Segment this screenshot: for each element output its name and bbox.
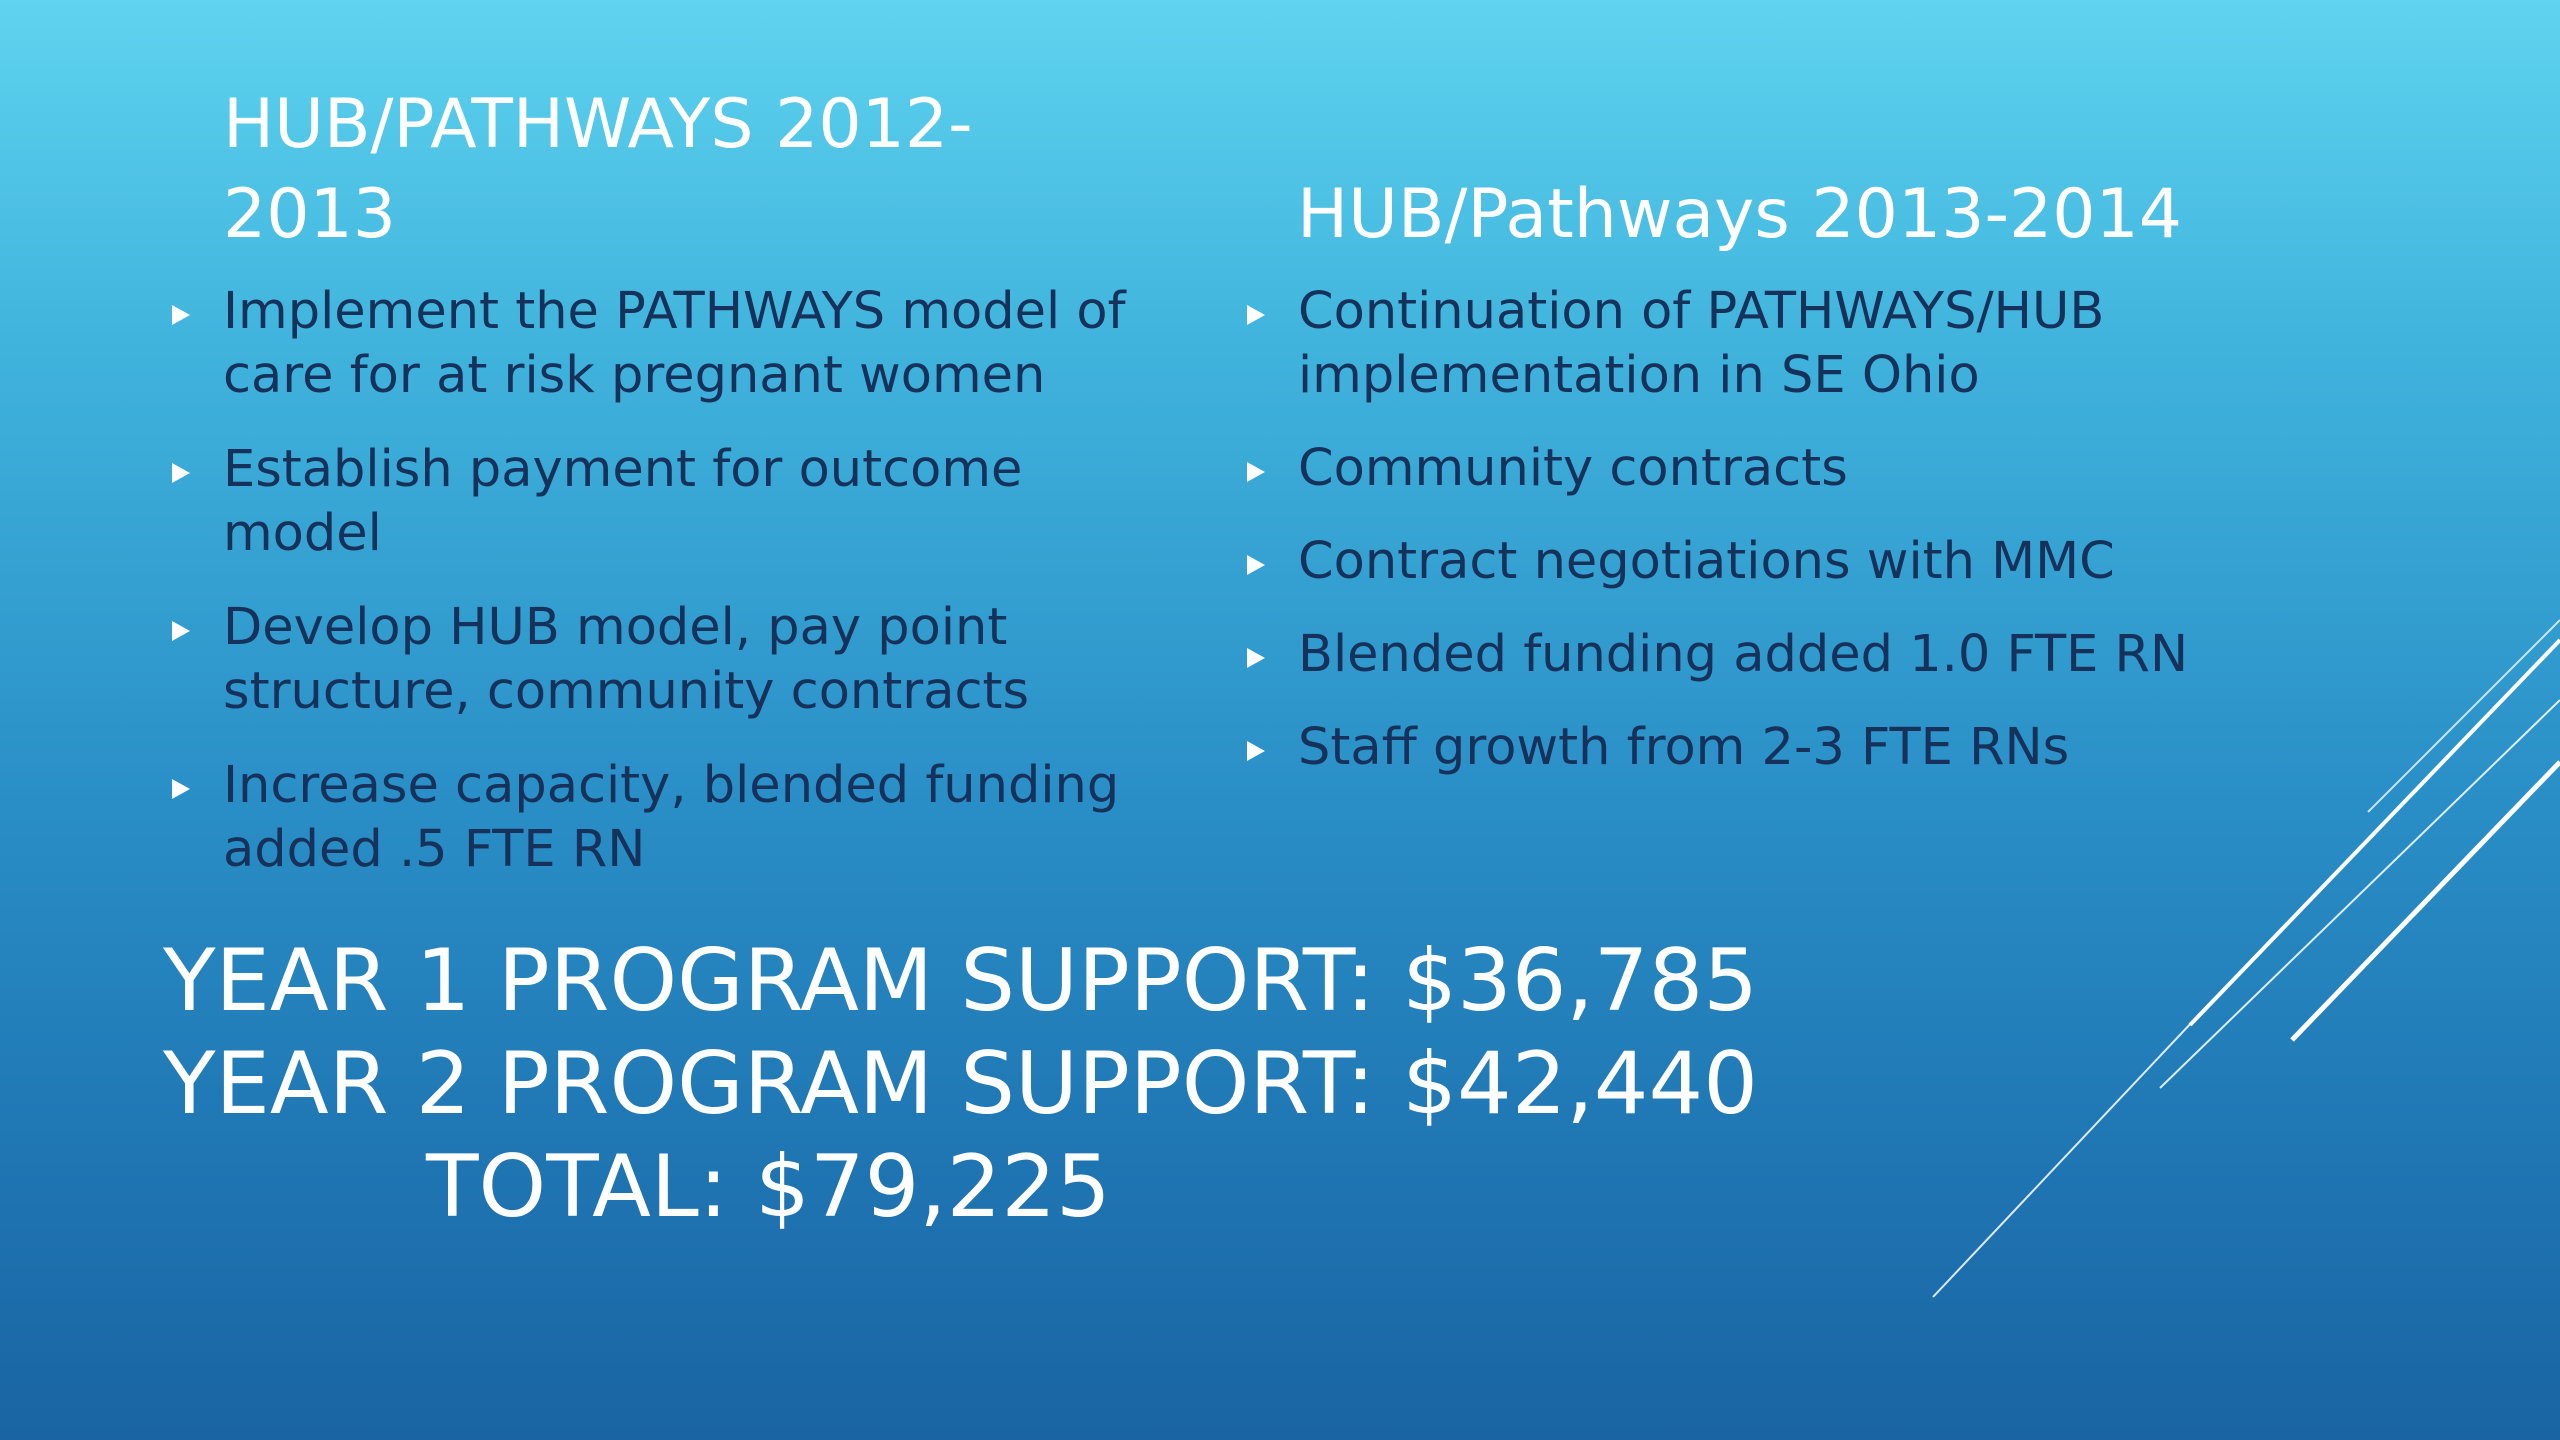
decor-line xyxy=(2292,762,2560,1040)
bullet-text: Establish payment for outcome model xyxy=(223,440,1023,563)
decor-line xyxy=(2160,700,2560,1088)
year-2-support: YEAR 2 PROGRAM SUPPORT: $42,440 xyxy=(163,1034,1758,1134)
support-total: TOTAL: $79,225 xyxy=(426,1137,1111,1237)
bullet-text: Contract negotiations with MMC xyxy=(1298,532,2115,591)
left-title-line-2: 2013 xyxy=(223,175,397,254)
bullet-text: Continuation of PATHWAYS/HUB implementation in SE Ohio xyxy=(1298,282,2105,405)
decor-line xyxy=(2190,640,2560,1025)
decor-line xyxy=(1933,1003,2210,1297)
decor-line xyxy=(2368,620,2560,812)
year-1-support: YEAR 1 PROGRAM SUPPORT: $36,785 xyxy=(163,931,1758,1031)
right-column-title: HUB/Pathways 2013-2014 xyxy=(1297,175,2183,254)
bullet-text: Increase capacity, blended funding added .5 FTE RN xyxy=(223,756,1120,879)
bullet-text: Blended funding added 1.0 FTE RN xyxy=(1298,625,2189,684)
bullet-text: Community contracts xyxy=(1298,439,1848,498)
bullet-text: Implement the PATHWAYS model of care for at risk pregnant women xyxy=(223,282,1126,405)
bullet-text: Staff growth from 2-3 FTE RNs xyxy=(1298,718,2070,777)
bullet-text: Develop HUB model, pay point structure, community contracts xyxy=(223,598,1030,721)
left-title-line-1: HUB/PATHWAYS 2012- xyxy=(223,85,973,164)
